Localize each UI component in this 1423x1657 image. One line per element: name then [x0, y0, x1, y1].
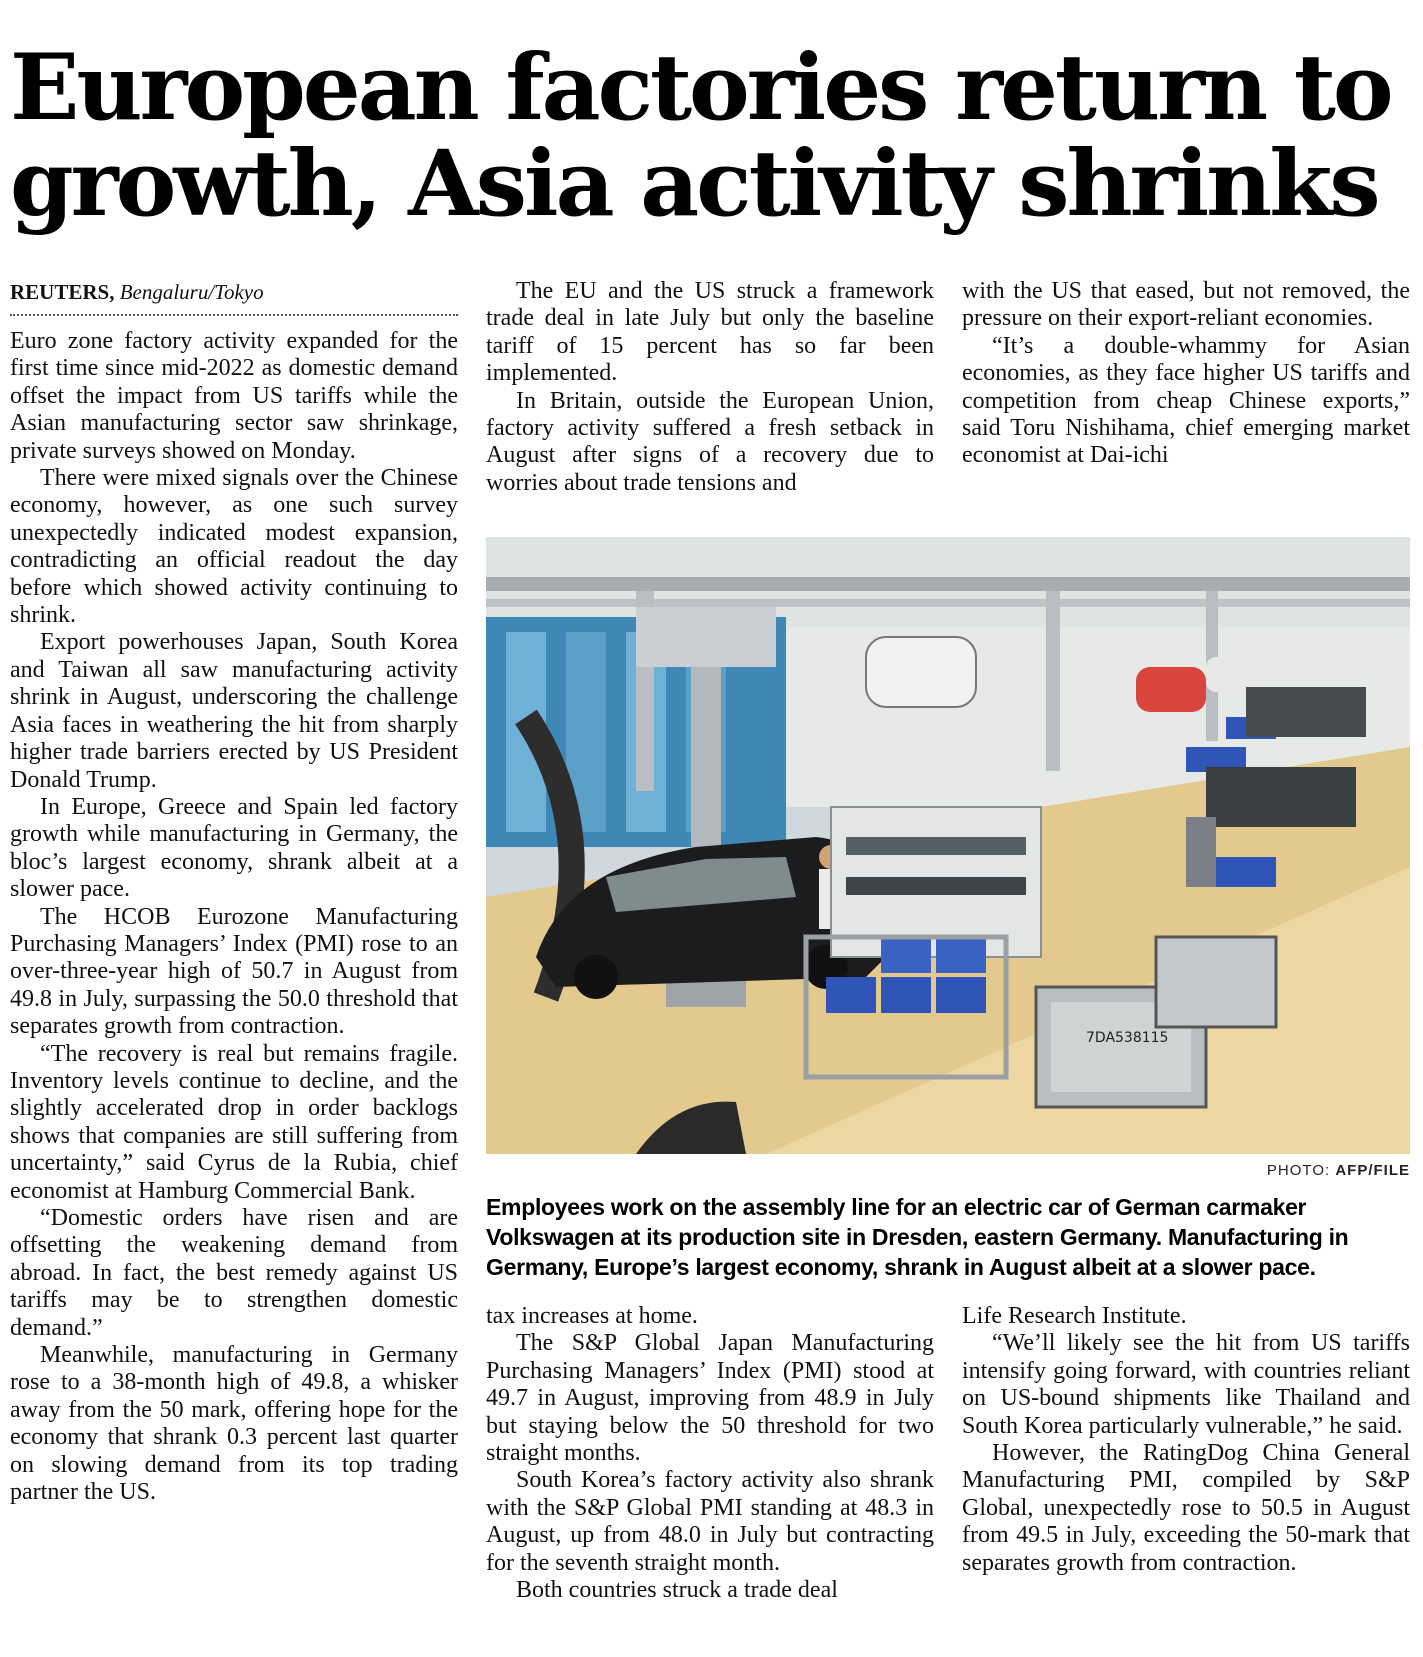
paragraph: In Europe, Greece and Spain led factory growth while manufacturing in Germany, the bloc’s largest economy, shrank albeit at a slower pace. — [10, 793, 458, 903]
article-column-2-top — [486, 278, 934, 497]
paragraph: The S&P Global Japan Manufacturing Purchasing Managers’ Index (PMI) stood at 49.7 in August, improving from 48.9 in July but staying below the 50 threshold for two straight months. — [486, 1330, 934, 1467]
photo-credit-prefix: PHOTO: — [1266, 1162, 1331, 1179]
paragraph: Euro zone factory activity expanded for the first time since mid-2022 as domestic demand offset the impact from US tariffs while the Asian manufacturing sector saw shrinkage, private surveys showed on Monday. — [10, 328, 458, 464]
photo-credit — [486, 1162, 1410, 1179]
byline — [10, 280, 458, 316]
paragraph: Meanwhile, manufacturing in Germany rose to a 38-month high of 49.8, a whisker away from the 50 mark, offering hope for the economy that shrank 0.3 percent last quarter on slowing demand from its top trading partner the US. — [10, 1342, 458, 1506]
headline — [10, 35, 1410, 237]
byline-agency: REUTERS, — [10, 280, 115, 304]
paragraph: The EU and the US struck a framework trade deal in late July but only the baseline tariff of 15 percent has so far been implemented. — [486, 278, 934, 387]
paragraph: “The recovery is real but remains fragile. Inventory levels continue to decline, and the slightly accelerated drop in order backlogs shows that companies are still suffering from uncertainty,” said Cyrus de la Rubia, chief economist at Hamburg Commercial Bank. — [10, 1040, 458, 1204]
byline-dateline: Bengaluru/Tokyo — [119, 280, 264, 304]
photo-credit-source: AFP/FILE — [1335, 1162, 1410, 1179]
paragraph: with the US that eased, but not removed, the pressure on their export-reliant economies. — [962, 278, 1410, 332]
paragraph: There were mixed signals over the Chinese economy, however, as one such survey unexpectedly indicated modest expansion, contradicting an official readout the day before which showed activity continuing to shrink. — [10, 465, 458, 629]
paragraph: tax increases at home. — [486, 1303, 698, 1329]
paragraph: Export powerhouses Japan, South Korea and Taiwan all saw manufacturing activity shrink in August, underscoring the challenge Asia faces in weathering the hit from sharply higher trade barriers erected by US President Donald Trump. — [10, 629, 458, 793]
paragraph: The HCOB Eurozone Manufacturing Purchasing Managers’ Index (PMI) rose to an over-three-year high of 50.7 in August from 49.8 in July, surpassing the 50.0 threshold that separates growth from contraction. — [10, 903, 458, 1040]
article-column-3-top — [962, 278, 1410, 470]
article-column-3-bottom — [962, 1303, 1410, 1577]
photo-caption: Employees work on the assembly line for an electric car of German carmaker Volkswagen at its production site in Dresden, eastern Germany. Manufacturing in Germany, Europe’s largest economy, shrank in August albeit at a slower pace. — [486, 1194, 1349, 1280]
paragraph: However, the RatingDog China General Manufacturing PMI, compiled by S&P Global, unexpectedly rose to 50.5 in August from 49.5 in July, exceeding the 50-mark that separates growth from contraction. — [962, 1440, 1410, 1576]
paragraph: “Domestic orders have risen and are offsetting the weakening demand from abroad. In fact, the best remedy against US tariffs may be to strengthen domestic demand.” — [10, 1205, 458, 1341]
paragraph: In Britain, outside the European Union, factory activity suffered a fresh setback in August after signs of a recovery due to worries about trade tensions and — [486, 387, 934, 496]
photo-box-label: 7DA538115 — [1086, 1030, 1169, 1046]
paragraph: Life Research Institute. — [962, 1303, 1187, 1329]
factory-photo — [486, 537, 1410, 1154]
paragraph: Both countries struck a trade deal — [516, 1577, 838, 1604]
headline-line-1: European factories return to — [10, 35, 1391, 141]
headline-line-2: growth, Asia activity shrinks — [10, 131, 1378, 237]
paragraph: “We’ll likely see the hit from US tariffs intensify going forward, with countries reliant on US-bound shipments like Thailand and South Korea particularly vulnerable,” he said. — [962, 1330, 1410, 1439]
paragraph: South Korea’s factory activity also shrank with the S&P Global PMI standing at 48.3 in August, up from 48.0 in July but contracting for the seventh straight month. — [486, 1467, 934, 1576]
paragraph: “It’s a double-whammy for Asian economies, as they face higher US tariffs and competition from cheap Chinese exports,” said Toru Nishihama, chief emerging market economist at Dai-ichi — [962, 332, 1410, 469]
article-column-1 — [10, 328, 458, 1653]
article-column-2-bottom — [486, 1303, 934, 1604]
